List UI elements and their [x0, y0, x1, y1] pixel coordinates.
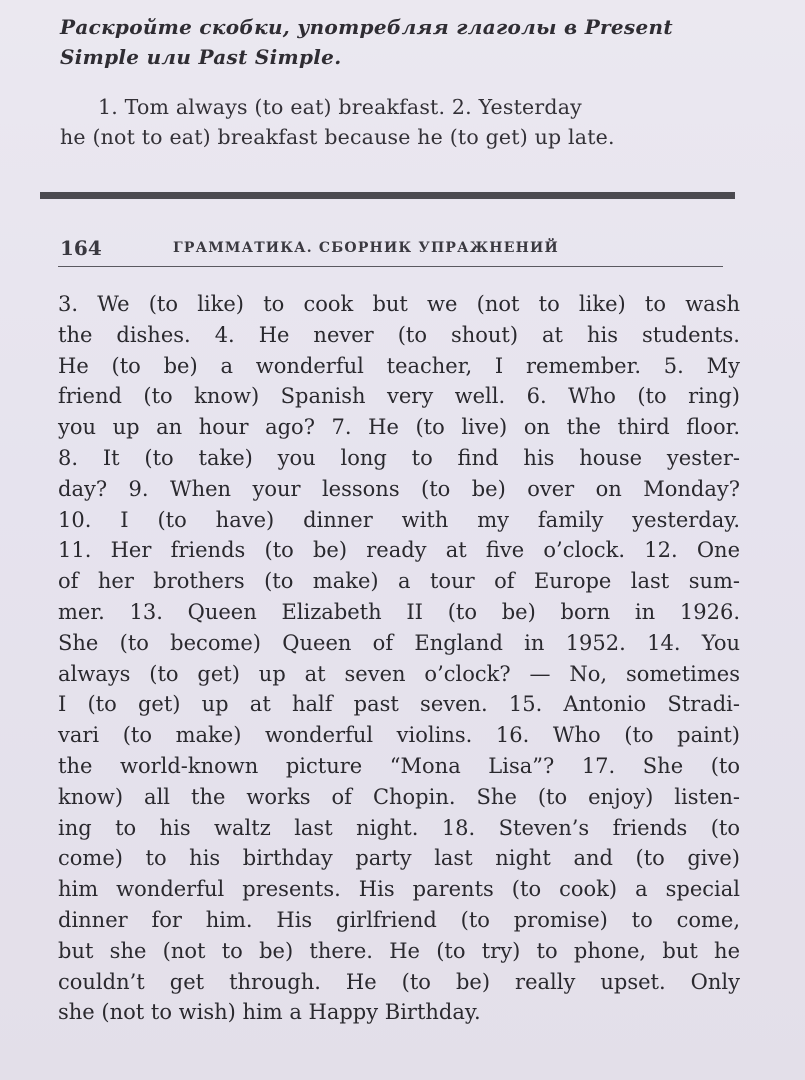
text-line: the world-known picture “Mona Lisa”? 17. She (to [58, 753, 740, 778]
text-line: She (to become) Queen of England in 1952. 14. You [58, 630, 740, 655]
text-line: 10. I (to have) dinner with my family yesterday. [58, 507, 740, 532]
top-line-1: 1. Tom always (to eat) breakfast. 2. Yesterday [98, 95, 582, 119]
text-line: dinner for him. His girlfriend (to promise) to come, [58, 907, 740, 932]
text-line: know) all the works of Chopin. She (to enjoy) listen- [58, 784, 740, 809]
page-number: 164 [60, 236, 102, 260]
text-line: 8. It (to take) you long to find his house yester- [58, 445, 740, 470]
previous-page-fragment [60, 12, 730, 152]
exercise-instruction [60, 12, 730, 72]
text-line: ing to his waltz last night. 18. Steven’s friends (to [58, 815, 740, 840]
text-line: she (not to wish) him a Happy Birthday. [58, 1000, 481, 1025]
page-header [58, 236, 723, 267]
text-line: of her brothers (to make) a tour of Europe last sum- [58, 569, 740, 594]
instruction-line-1: Раскройте скобки, употребляя глаголы в Present [60, 15, 673, 39]
text-line: day? 9. When your lessons (to be) over on Monday? [58, 476, 740, 501]
exercise-first-sentences [60, 92, 730, 152]
text-line: I (to get) up at half past seven. 15. Antonio Stradi- [58, 692, 740, 717]
text-line: you up an hour ago? 7. He (to live) on the third floor. [58, 415, 740, 440]
page-break-divider [40, 192, 735, 199]
instruction-line-2: Simple или Past Simple. [60, 45, 342, 69]
text-line: mer. 13. Queen Elizabeth II (to be) born in 1926. [58, 599, 740, 624]
top-line-2: he (not to eat) breakfast because he (to get) up late. [60, 125, 615, 149]
text-line: always (to get) up at seven o’clock? — No, sometimes [58, 661, 740, 686]
text-line: He (to be) a wonderful teacher, I remember. 5. My [58, 353, 740, 378]
text-line: but she (not to be) there. He (to try) to phone, but he [58, 938, 740, 963]
text-line: 3. We (to like) to cook but we (not to like) to wash [58, 292, 740, 316]
text-line: the dishes. 4. He never (to shout) at his students. [58, 322, 740, 347]
text-line: vari (to make) wonderful violins. 16. Who (to paint) [58, 723, 740, 748]
text-line: him wonderful presents. His parents (to cook) a special [58, 877, 740, 902]
text-line: friend (to know) Spanish very well. 6. Who (to ring) [58, 384, 740, 409]
text-line: 11. Her friends (to be) ready at five o’clock. 12. One [58, 538, 740, 563]
exercise-body [58, 289, 740, 1028]
text-line: come) to his birthday party last night and (to give) [58, 846, 740, 871]
text-line: couldn’t get through. He (to be) really upset. Only [58, 969, 740, 994]
running-title: ГРАММАТИКА. СБОРНИК УПРАЖНЕНИЙ [173, 240, 559, 256]
